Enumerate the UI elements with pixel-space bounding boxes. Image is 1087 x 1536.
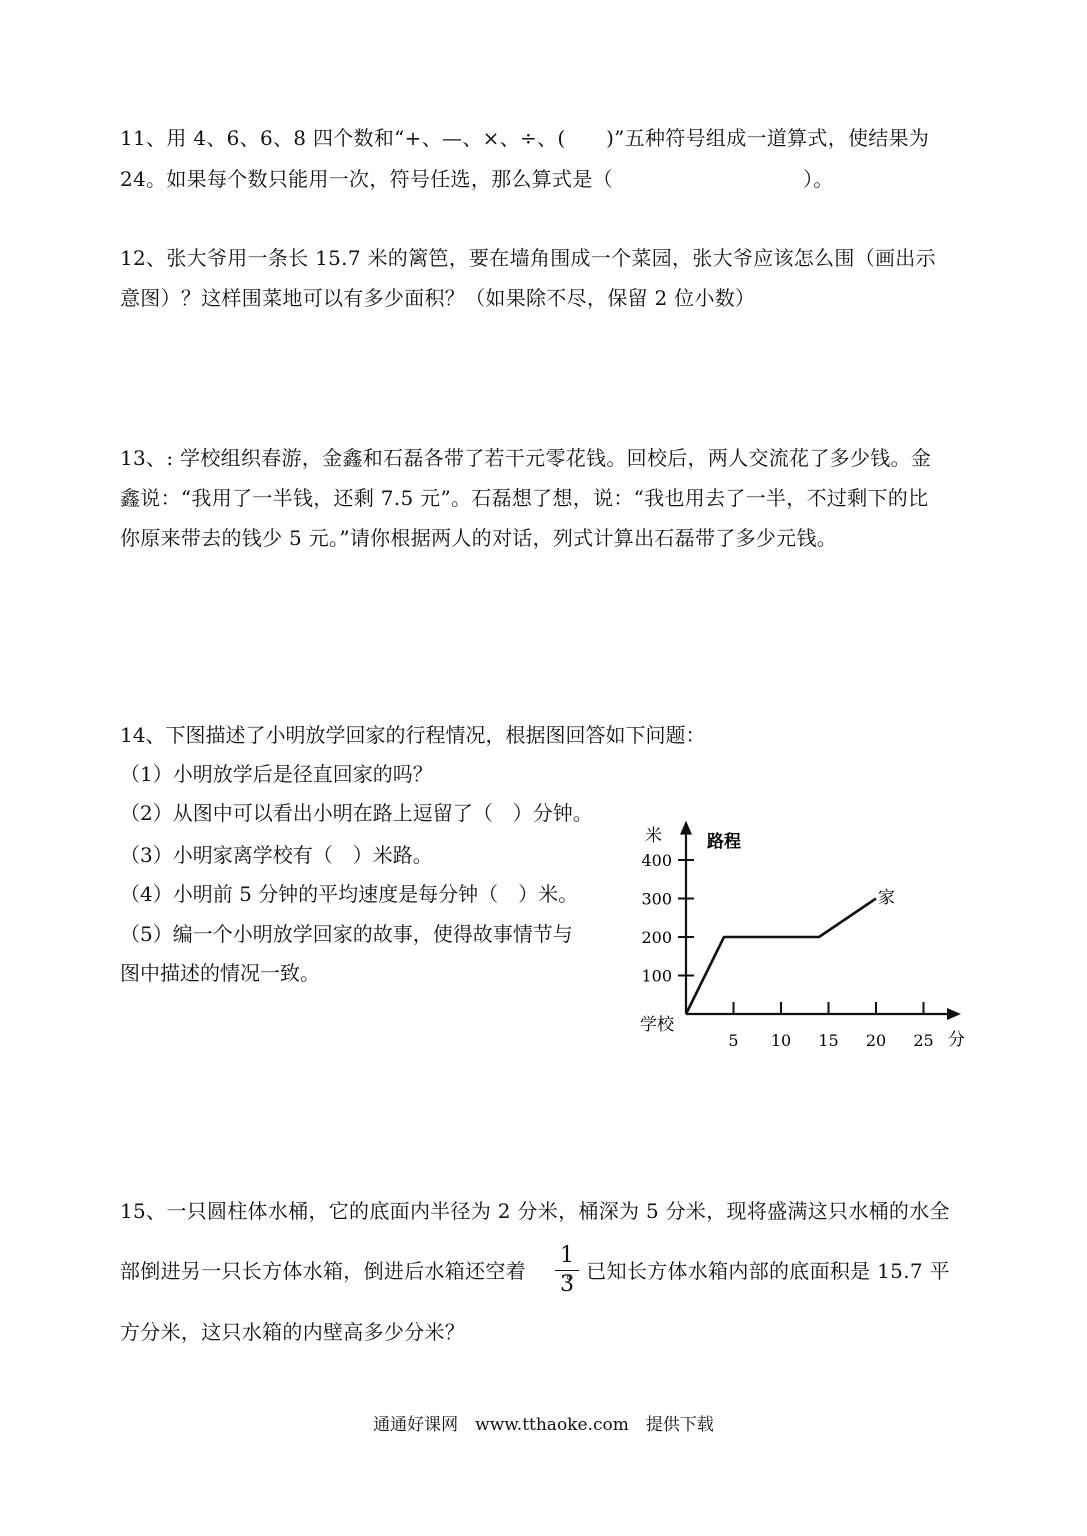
y-tick-label: 300 — [641, 889, 672, 909]
q15-text-end: 。已知长方体水箱内部的底面积是 15.7 平 — [566, 1259, 950, 1283]
y-axis-unit: 米 — [645, 826, 662, 846]
distance-series-line — [686, 899, 876, 1015]
q11-text-end: ）。 — [802, 167, 834, 191]
q14-item-4: （4）小明前 5 分钟的平均速度是每分钟（ ）米。 — [120, 882, 579, 906]
q15-line3: 方分米，这只水箱的内壁高多少分米？ — [120, 1320, 466, 1344]
chart-axes — [680, 821, 961, 1020]
x-tick-label: 20 — [865, 1031, 887, 1050]
q14-item-1: （1）小明放学后是径直回家的吗？ — [120, 762, 433, 786]
q14-intro: 14、下图描述了小明放学回家的行程情况，根据图回答如下问题： — [120, 723, 706, 747]
q15-line2 — [120, 1258, 950, 1284]
end-label: 家 — [878, 888, 895, 908]
fraction-numerator: 1 — [560, 1243, 574, 1268]
y-tick-label: 200 — [641, 928, 672, 947]
x-axis-arrow — [947, 1008, 961, 1020]
q13-line3: 你原来带去的钱少 5 元。”请你根据两人的对话，列式计算出石磊带了多少元钱。 — [120, 526, 838, 550]
y-tick-label: 400 — [641, 851, 672, 870]
fraction-denominator: 3 — [560, 1272, 574, 1297]
q13-line1: 13、: 学校组织春游，金鑫和石磊各带了若干元零花钱。回校后，两人交流花了多少钱。金 — [120, 446, 932, 470]
y-axis-arrow — [680, 821, 692, 835]
q14-item-5: （5）编一个小明放学回家的故事，使得故事情节与 — [120, 922, 573, 946]
q15-text: 部倒进另一只长方体水箱，倒进后水箱还空着 — [120, 1259, 526, 1283]
q12-line1: 12、张大爷用一条长 15.7 米的篱笆，要在墙角围成一个菜园，张大爷应该怎么围（画出示 — [120, 246, 936, 270]
q11-line1: 11、用 4、6、6、8 四个数和“+、—、×、÷、( )”五种符号组成一道算式，使结果为 — [120, 126, 930, 150]
q11-text: 24。如果每个数只能用一次，符号任选，那么算式是（ — [120, 167, 613, 191]
fraction-one-third — [555, 1244, 579, 1297]
page-footer: 通通好课网 www.tthaoke.com 提供下载 — [373, 1415, 714, 1435]
chart-ticks — [641, 851, 933, 1050]
x-tick-label: 10 — [770, 1031, 792, 1050]
q14-item-6: 图中描述的情况一致。 — [120, 961, 320, 985]
x-axis-unit: 分 — [948, 1030, 965, 1050]
q13-line2: 鑫说：“我用了一半钱，还剩 7.5 元”。石磊想了想，说：“我也用去了一半，不过剩下的比 — [120, 486, 929, 510]
q11-line2 — [120, 166, 834, 192]
chart-title: 路程 — [707, 832, 741, 852]
chart-series — [686, 899, 876, 1015]
origin-label: 学校 — [640, 1015, 674, 1035]
q14-item-2: （2）从图中可以看出小明在路上逗留了（ ）分钟。 — [120, 801, 593, 825]
q12-line2: 意图）？这样围菜地可以有多少面积？（如果除不尽，保留 2 位小数） — [120, 286, 756, 310]
q14-item-3: （3）小明家离学校有（ ）米路。 — [120, 843, 433, 867]
q15-line1: 15、一只圆柱体水桶，它的底面内半径为 2 分米，桶深为 5 分米，现将盛满这只水桶的水全 — [120, 1199, 950, 1223]
x-tick-label: 25 — [913, 1031, 934, 1050]
x-tick-label: 15 — [818, 1031, 839, 1050]
y-tick-label: 100 — [641, 966, 672, 986]
x-tick-label: 5 — [728, 1031, 739, 1050]
